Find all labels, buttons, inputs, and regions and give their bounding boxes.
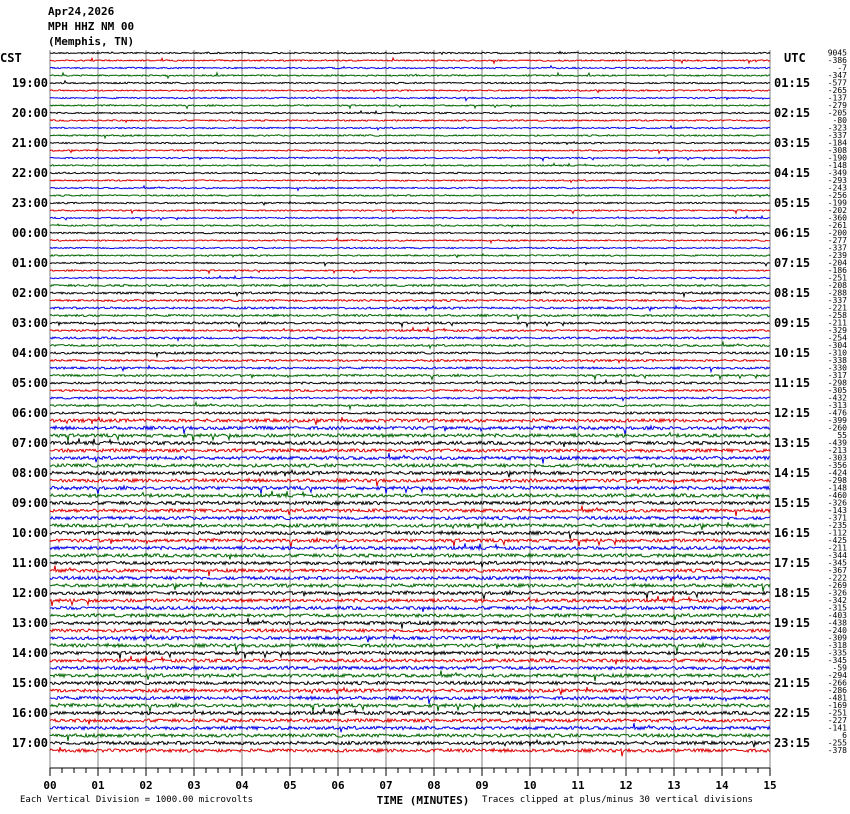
trace-offset-label: -112 xyxy=(827,528,847,538)
trace-offset-label: -169 xyxy=(827,701,847,710)
trace-line xyxy=(50,438,770,447)
trace-offset-label: -251 xyxy=(827,273,847,283)
location-label: (Memphis, TN) xyxy=(48,35,135,48)
trace-offset-label: -337 xyxy=(827,243,847,253)
trace-offset-label: 55 xyxy=(837,431,847,440)
left-hour-label: 21:00 xyxy=(11,136,48,150)
trace-offset-label: -211 xyxy=(827,543,847,553)
trace-offset-label: -323 xyxy=(827,123,847,133)
left-hour-label: 19:00 xyxy=(11,76,48,90)
trace-line xyxy=(50,359,770,363)
left-hour-label: 02:00 xyxy=(11,286,48,300)
scale-note: Each Vertical Division = 1000.00 microvolts xyxy=(20,795,253,805)
trace-offset-label: -240 xyxy=(827,626,847,635)
left-hour-label: 08:00 xyxy=(11,466,48,480)
trace-line xyxy=(50,747,770,756)
trace-offset-label: -190 xyxy=(827,153,847,163)
trace-line xyxy=(50,582,770,591)
right-hour-label: 10:15 xyxy=(774,346,811,360)
trace-line xyxy=(50,402,770,409)
trace-offset-label: -371 xyxy=(827,513,847,523)
trace-offset-label: -326 xyxy=(827,588,847,598)
trace-line xyxy=(50,97,770,100)
left-hour-label: 10:00 xyxy=(11,526,48,540)
trace-offset-label: -251 xyxy=(827,708,847,718)
trace-offset-label: -399 xyxy=(827,416,847,425)
right-hour-label: 14:15 xyxy=(774,466,811,480)
trace-offset-label: -438 xyxy=(827,618,847,628)
trace-line xyxy=(50,464,770,467)
trace-line xyxy=(50,671,770,681)
trace-offset-label: -204 xyxy=(827,258,847,268)
right-hour-label: 06:15 xyxy=(774,226,811,240)
x-tick-label: 11 xyxy=(571,779,585,792)
trace-offset-label: -148 xyxy=(827,161,847,170)
trace-offset-label: -141 xyxy=(827,723,847,733)
trace-line xyxy=(50,501,770,504)
trace-line xyxy=(50,412,770,414)
trace-line xyxy=(50,89,770,92)
x-tick-label: 09 xyxy=(475,779,489,792)
trace-offset-label: -184 xyxy=(827,138,847,148)
trace-line xyxy=(50,322,770,327)
trace-offset-label: -59 xyxy=(832,663,847,673)
x-tick-label: 08 xyxy=(427,779,441,792)
trace-line xyxy=(50,417,770,425)
x-tick-label: 05 xyxy=(283,779,297,792)
trace-line xyxy=(50,380,770,384)
trace-offset-label: -254 xyxy=(827,333,847,343)
trace-line xyxy=(50,328,770,332)
trace-line xyxy=(50,202,770,205)
trace-offset-label: -239 xyxy=(827,251,847,260)
trace-line xyxy=(50,284,770,286)
x-tick-label: 07 xyxy=(379,779,393,792)
right-hour-label: 17:15 xyxy=(774,556,811,570)
trace-line xyxy=(50,740,770,747)
trace-offset-label: -7 xyxy=(837,63,847,73)
trace-offset-label: -305 xyxy=(827,386,847,395)
trace-line xyxy=(50,575,770,581)
trace-offset-label: -577 xyxy=(827,78,847,88)
trace-offset-label: -335 xyxy=(827,648,847,658)
trace-offset-label: -313 xyxy=(827,401,847,410)
trace-line xyxy=(50,180,770,183)
right-hour-label: 22:15 xyxy=(774,706,811,720)
trace-offset-label: -143 xyxy=(827,506,847,515)
trace-offset-label: -265 xyxy=(827,86,847,95)
trace-line xyxy=(50,238,770,243)
trace-line xyxy=(50,111,770,114)
trace-offset-label: -338 xyxy=(827,356,847,365)
trace-line xyxy=(50,734,770,741)
trace-offset-label: -277 xyxy=(827,236,847,245)
trace-line xyxy=(50,449,770,452)
trace-line xyxy=(50,566,770,576)
left-hour-label: 23:00 xyxy=(11,196,48,210)
trace-line xyxy=(50,723,770,732)
trace-line xyxy=(50,491,770,500)
left-hour-label: 17:00 xyxy=(11,736,48,750)
trace-line xyxy=(50,666,770,669)
trace-offset-label: -261 xyxy=(827,221,847,230)
trace-line xyxy=(50,606,770,612)
trace-line xyxy=(50,342,770,348)
trace-line xyxy=(50,254,770,257)
trace-line xyxy=(50,194,770,197)
trace-offset-label: -432 xyxy=(827,393,847,403)
trace-offset-label: -243 xyxy=(827,183,847,193)
right-hour-label: 03:15 xyxy=(774,136,811,150)
date-label: Apr24,2026 xyxy=(48,5,115,18)
trace-line xyxy=(50,224,770,227)
trace-line xyxy=(50,650,770,659)
right-hour-label: 20:15 xyxy=(774,646,811,660)
trace-line xyxy=(50,216,770,221)
right-hour-label: 05:15 xyxy=(774,196,811,210)
right-hour-label: 01:15 xyxy=(774,76,811,90)
trace-offset-label: -294 xyxy=(827,671,847,680)
trace-line xyxy=(50,614,770,620)
trace-offset-label: -221 xyxy=(827,303,847,313)
trace-offset-label: -386 xyxy=(827,56,847,65)
trace-line xyxy=(50,276,770,280)
trace-offset-label: -425 xyxy=(827,536,847,545)
x-tick-label: 13 xyxy=(667,779,681,792)
right-hour-label: 19:15 xyxy=(774,616,811,630)
trace-offset-label: -199 xyxy=(827,198,847,208)
trace-line xyxy=(50,643,770,651)
trace-line xyxy=(50,635,770,643)
trace-offset-label: -288 xyxy=(827,288,847,298)
left-timezone-label: CST xyxy=(0,51,22,65)
trace-offset-label: -202 xyxy=(827,206,847,215)
left-hour-label: 15:00 xyxy=(11,676,48,690)
x-tick-label: 04 xyxy=(235,779,249,792)
trace-line xyxy=(50,479,770,487)
trace-offset-label: -260 xyxy=(827,423,847,433)
trace-line xyxy=(50,531,770,539)
left-hour-label: 12:00 xyxy=(11,586,48,600)
trace-offset-label: -298 xyxy=(827,476,847,485)
trace-line xyxy=(50,306,770,311)
trace-line xyxy=(50,696,770,704)
trace-offset-label: -286 xyxy=(827,686,847,695)
left-hour-label: 14:00 xyxy=(11,646,48,660)
right-hour-label: 15:15 xyxy=(774,496,811,510)
trace-line xyxy=(50,486,770,494)
trace-offset-label: -235 xyxy=(827,521,847,530)
x-tick-label: 14 xyxy=(715,779,729,792)
x-tick-label: 01 xyxy=(91,779,105,792)
trace-offset-label: -255 xyxy=(827,738,847,748)
trace-line xyxy=(50,314,770,319)
trace-line xyxy=(50,270,770,274)
trace-offset-label: -367 xyxy=(827,566,847,575)
trace-line xyxy=(50,453,770,463)
right-timezone-label: UTC xyxy=(784,51,806,65)
x-tick-label: 06 xyxy=(331,779,345,792)
trace-offset-label: -345 xyxy=(827,558,847,568)
trace-offset-label: -345 xyxy=(827,656,847,665)
trace-line xyxy=(50,352,770,356)
trace-line xyxy=(50,157,770,161)
trace-offset-label: -344 xyxy=(827,551,847,560)
trace-line xyxy=(50,172,770,175)
trace-offset-label: -80 xyxy=(832,116,847,125)
x-tick-label: 12 xyxy=(619,779,633,792)
trace-line xyxy=(50,687,770,695)
trace-offset-label: -213 xyxy=(827,446,847,455)
trace-offset-label: -356 xyxy=(827,461,847,470)
trace-line xyxy=(50,163,770,166)
trace-line xyxy=(50,290,770,297)
trace-line xyxy=(50,374,770,379)
right-hour-label: 13:15 xyxy=(774,436,811,450)
trace-offset-label: -347 xyxy=(827,71,847,80)
trace-offset-label: -317 xyxy=(827,371,847,380)
trace-line xyxy=(50,142,770,145)
seismic-traces xyxy=(50,52,770,757)
trace-line xyxy=(50,389,770,393)
right-hour-label: 16:15 xyxy=(774,526,811,540)
axis-labels xyxy=(0,49,847,808)
trace-offset-label: -329 xyxy=(827,326,847,335)
trace-offset-label: -330 xyxy=(827,363,847,373)
trace-line xyxy=(50,66,770,69)
trace-line xyxy=(50,433,770,442)
trace-line xyxy=(50,522,770,530)
trace-line xyxy=(50,618,770,628)
right-hour-label: 07:15 xyxy=(774,256,811,270)
trace-line xyxy=(50,135,770,138)
trace-offset-label: -481 xyxy=(827,693,847,703)
trace-offset-label: -303 xyxy=(827,453,847,463)
left-hour-label: 06:00 xyxy=(11,406,48,420)
trace-offset-label: -200 xyxy=(827,228,847,238)
trace-offset-label: -222 xyxy=(827,573,847,583)
trace-line xyxy=(50,629,770,632)
trace-offset-label: -349 xyxy=(827,168,847,178)
trace-offset-label: 6 xyxy=(842,731,847,740)
trace-line xyxy=(50,719,770,725)
trace-line xyxy=(50,543,770,549)
clip-note: Traces clipped at plus/minus 30 vertical divisions xyxy=(482,795,753,805)
trace-offset-label: -186 xyxy=(827,266,847,275)
trace-line xyxy=(50,105,770,109)
right-hour-label: 02:15 xyxy=(774,106,811,120)
trace-offset-label: -205 xyxy=(827,108,847,118)
trace-offset-label: -476 xyxy=(827,408,847,418)
trace-line xyxy=(50,247,770,248)
trace-offset-label: -439 xyxy=(827,438,847,448)
trace-offset-label: -424 xyxy=(827,468,847,478)
trace-offset-label: -227 xyxy=(827,716,847,725)
trace-offset-label: -304 xyxy=(827,341,847,350)
trace-offset-label: -326 xyxy=(827,498,847,508)
trace-line xyxy=(50,126,770,130)
trace-offset-label: -298 xyxy=(827,378,847,388)
trace-line xyxy=(50,300,770,302)
trace-line xyxy=(50,554,770,560)
trace-offset-label: -148 xyxy=(827,483,847,493)
right-hour-label: 18:15 xyxy=(774,586,811,600)
trace-line xyxy=(50,149,770,153)
left-hour-label: 03:00 xyxy=(11,316,48,330)
left-hour-label: 01:00 xyxy=(11,256,48,270)
trace-line xyxy=(50,73,770,78)
x-axis-label: TIME (MINUTES) xyxy=(376,794,470,807)
right-hour-label: 11:15 xyxy=(774,376,811,390)
left-hour-label: 20:00 xyxy=(11,106,48,120)
left-hour-label: 09:00 xyxy=(11,496,48,510)
trace-line xyxy=(50,681,770,684)
trace-offset-label: -315 xyxy=(827,603,847,613)
trace-offset-label: -137 xyxy=(827,93,847,103)
trace-line xyxy=(50,708,770,714)
trace-offset-label: -211 xyxy=(827,318,847,328)
trace-line xyxy=(50,656,770,665)
trace-offset-label: -279 xyxy=(827,101,847,110)
trace-offset-label: -403 xyxy=(827,611,847,620)
right-hour-label: 21:15 xyxy=(774,676,811,690)
trace-offset-label: -308 xyxy=(827,146,847,155)
trace-line xyxy=(50,262,770,266)
left-hour-label: 16:00 xyxy=(11,706,48,720)
right-hour-label: 23:15 xyxy=(774,736,811,750)
x-tick-label: 00 xyxy=(43,779,57,792)
left-hour-label: 07:00 xyxy=(11,436,48,450)
trace-offset-label: -378 xyxy=(827,746,847,755)
right-hour-label: 12:15 xyxy=(774,406,811,420)
trace-line xyxy=(50,210,770,214)
trace-offset-label: -293 xyxy=(827,176,847,185)
trace-offset-label: -266 xyxy=(827,678,847,688)
trace-line xyxy=(50,397,770,401)
trace-line xyxy=(50,703,770,711)
trace-offset-label: -460 xyxy=(827,491,847,500)
trace-line xyxy=(50,506,770,516)
trace-offset-label: -208 xyxy=(827,281,847,290)
trace-offset-label: -337 xyxy=(827,296,847,305)
trace-offset-label: -310 xyxy=(827,348,847,358)
trace-offset-label: 9045 xyxy=(827,48,847,58)
x-tick-label: 15 xyxy=(763,779,777,792)
left-hour-label: 11:00 xyxy=(11,556,48,570)
x-tick-label: 02 xyxy=(139,779,153,792)
trace-offset-label: -318 xyxy=(827,641,847,650)
trace-offset-label: -360 xyxy=(827,213,847,223)
x-tick-label: 03 xyxy=(187,779,201,792)
left-hour-label: 05:00 xyxy=(11,376,48,390)
trace-line xyxy=(50,561,770,567)
station-label: MPH HHZ NM 00 xyxy=(48,20,135,33)
trace-line xyxy=(50,366,770,372)
trace-offset-label: -309 xyxy=(827,633,847,643)
trace-line xyxy=(50,596,770,606)
trace-offset-label: -258 xyxy=(827,311,847,320)
trace-line xyxy=(50,52,770,55)
left-hour-label: 04:00 xyxy=(11,346,48,360)
trace-line xyxy=(50,591,770,599)
right-hour-label: 08:15 xyxy=(774,286,811,300)
trace-line xyxy=(50,516,770,519)
trace-line xyxy=(50,186,770,191)
trace-line xyxy=(50,58,770,63)
x-tick-label: 10 xyxy=(523,779,537,792)
trace-line xyxy=(50,470,770,478)
trace-line xyxy=(50,120,770,123)
right-hour-label: 09:15 xyxy=(774,316,811,330)
trace-line xyxy=(50,232,770,235)
trace-offset-label: -342 xyxy=(827,596,847,605)
right-hour-label: 04:15 xyxy=(774,166,811,180)
trace-line xyxy=(50,538,770,546)
trace-offset-label: -269 xyxy=(827,581,847,590)
trace-offset-label: -337 xyxy=(827,131,847,140)
trace-line xyxy=(50,81,770,84)
left-hour-label: 22:00 xyxy=(11,166,48,180)
left-hour-label: 00:00 xyxy=(11,226,48,240)
trace-line xyxy=(50,337,770,341)
left-hour-label: 13:00 xyxy=(11,616,48,630)
trace-line xyxy=(50,426,770,434)
trace-offset-label: -256 xyxy=(827,191,847,200)
